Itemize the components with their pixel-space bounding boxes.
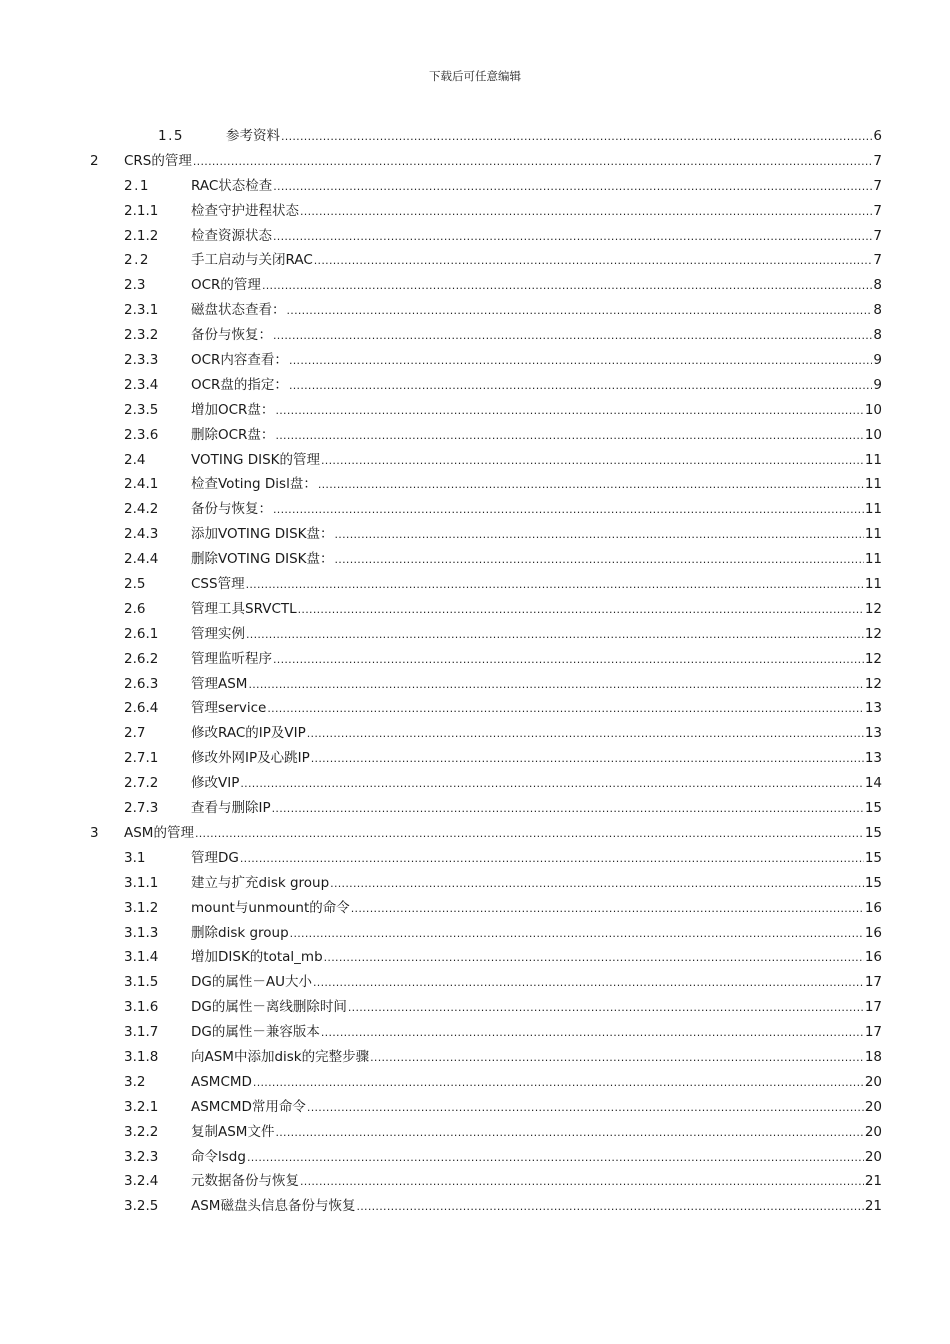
- toc-entry-line: [191, 970, 882, 996]
- toc-entry-number: 2.7.2: [124, 775, 159, 792]
- toc-entry-number: 2.7.3: [124, 800, 159, 817]
- toc-entry[interactable]: [0, 970, 950, 995]
- toc-entry-title[interactable]: 元数据备份与恢复: [191, 1173, 299, 1190]
- toc-dot-leader: [321, 449, 864, 474]
- toc-entry-page-number: 10: [864, 401, 882, 418]
- toc-entry-number: 1.5: [158, 128, 184, 144]
- toc-dot-leader: [195, 822, 864, 847]
- toc-dot-leader: [275, 399, 863, 424]
- toc-entry[interactable]: [0, 298, 950, 323]
- toc-entry-line: [191, 721, 882, 747]
- toc-entry-title[interactable]: ASM磁盘头信息备份与恢复: [191, 1198, 356, 1215]
- toc-entry-page-number: 17: [864, 1024, 882, 1041]
- toc-entry-page-number: 20: [864, 1123, 882, 1140]
- toc-entry-line: [191, 423, 882, 449]
- toc-entry[interactable]: [0, 149, 950, 174]
- toc-entry-page-number: 7: [873, 177, 882, 194]
- toc-entry-page-number: 11: [864, 451, 882, 468]
- toc-entry-title[interactable]: mount与unmount的命令: [191, 899, 350, 916]
- toc-entry-line: [191, 398, 882, 424]
- toc-entry-number: 2.6.4: [124, 700, 159, 717]
- toc-entry[interactable]: [0, 696, 950, 721]
- toc-entry-title[interactable]: 管理监听程序: [191, 650, 272, 667]
- toc-entry[interactable]: [0, 522, 950, 547]
- toc-entry-page-number: 11: [864, 576, 882, 593]
- toc-dot-leader: [246, 623, 864, 648]
- toc-entry-number: 2: [90, 152, 99, 169]
- toc-entry-page-number: 8: [873, 277, 882, 294]
- toc-entry-title[interactable]: DG的属性－离线删除时间: [191, 999, 347, 1016]
- toc-entry-number: 3.2.3: [124, 1148, 159, 1165]
- toc-entry-number: 2.3.6: [124, 426, 159, 443]
- toc-entry-title[interactable]: CRS的管理: [124, 152, 192, 169]
- toc-entry-page-number: 20: [864, 1098, 882, 1115]
- toc-entry-title[interactable]: 备份与恢复：: [191, 327, 272, 344]
- toc-entry-line: [191, 995, 882, 1021]
- toc-dot-leader: [313, 971, 864, 996]
- toc-entry-page-number: 15: [864, 874, 882, 891]
- toc-entry-line: [191, 248, 882, 274]
- toc-entry[interactable]: [0, 547, 950, 572]
- toc-dot-leader: [330, 872, 864, 897]
- toc-entry[interactable]: [0, 199, 950, 224]
- toc-entry-page-number: 9: [873, 352, 882, 369]
- toc-entry[interactable]: [0, 821, 950, 846]
- toc-entry-number: 3: [90, 824, 99, 841]
- toc-entry-title[interactable]: 检查守护进程状态: [191, 202, 299, 219]
- toc-dot-leader: [307, 722, 864, 747]
- toc-entry-number: 3.1.8: [124, 1048, 159, 1065]
- toc-entry-number: 2.4.3: [124, 526, 159, 543]
- toc-entry-page-number: 15: [864, 824, 882, 841]
- toc-dot-leader: [262, 274, 872, 299]
- toc-entry[interactable]: [0, 248, 950, 273]
- toc-entry-title[interactable]: CSS管理: [191, 576, 245, 593]
- toc-entry-title[interactable]: 管理工具SRVCTL: [191, 600, 297, 617]
- toc-entry-title[interactable]: 磁盘状态查看：: [191, 302, 286, 319]
- toc-entry-number: 2.4.1: [124, 476, 159, 493]
- toc-entry[interactable]: [0, 796, 950, 821]
- toc-entry-page-number: 6: [873, 128, 882, 144]
- toc-dot-leader: [324, 946, 864, 971]
- toc-entry-page-number: 21: [864, 1198, 882, 1215]
- toc-entry-line: [191, 871, 882, 897]
- toc-entry-number: 2.1: [124, 177, 150, 194]
- toc-entry[interactable]: [0, 423, 950, 448]
- toc-entry[interactable]: [0, 1169, 950, 1194]
- toc-entry-line: [191, 622, 882, 648]
- toc-entry[interactable]: [0, 721, 950, 746]
- toc-entry-page-number: 7: [873, 252, 882, 269]
- toc-entry-title[interactable]: ASM的管理: [124, 824, 194, 841]
- toc-entry-page-number: 13: [864, 725, 882, 742]
- toc-entry-page-number: 12: [864, 675, 882, 692]
- toc-dot-leader: [247, 1146, 864, 1171]
- toc-entry-page-number: 17: [864, 974, 882, 991]
- toc-entry-line: [191, 448, 882, 474]
- toc-entry-number: 2.3.4: [124, 376, 159, 393]
- toc-entry-number: 3.1: [124, 849, 146, 866]
- toc-entry-title[interactable]: 查看与删除IP: [191, 800, 271, 817]
- toc-dot-leader: [356, 1195, 863, 1220]
- toc-entry[interactable]: [0, 572, 950, 597]
- toc-entry-number: 2.7: [124, 725, 146, 742]
- toc-entry-line: [191, 597, 882, 623]
- toc-entry-title[interactable]: 参考资料: [226, 128, 280, 144]
- toc-entry[interactable]: [0, 771, 950, 796]
- toc-entry-page-number: 20: [864, 1073, 882, 1090]
- toc-entry-number: 2.6.3: [124, 675, 159, 692]
- toc-entry-title[interactable]: 管理ASM: [191, 675, 248, 692]
- toc-entry-line: [191, 348, 882, 374]
- toc-entry-title[interactable]: DG的属性－AU大小: [191, 974, 312, 991]
- toc-entry-page-number: 11: [864, 551, 882, 568]
- toc-entry-number: 3.1.3: [124, 924, 159, 941]
- toc-entry-number: 2.6.2: [124, 650, 159, 667]
- toc-entry[interactable]: [0, 597, 950, 622]
- toc-entry-line: [191, 1095, 882, 1121]
- toc-entry-number: 2.6: [124, 600, 146, 617]
- toc-entry-number: 2.4: [124, 451, 146, 468]
- toc-entry-line: [191, 1020, 882, 1046]
- toc-entry-number: 2.5: [124, 576, 146, 593]
- toc-dot-leader: [275, 424, 863, 449]
- toc-entry-number: 2.3: [124, 277, 146, 294]
- toc-dot-leader: [267, 697, 863, 722]
- toc-entry-number: 2.3.5: [124, 401, 159, 418]
- toc-dot-leader: [348, 996, 864, 1021]
- toc-dot-leader: [300, 200, 872, 225]
- toc-entry-page-number: 7: [873, 202, 882, 219]
- toc-entry-title[interactable]: 删除VOTING DISK盘：: [191, 551, 334, 568]
- toc-entry-line: [226, 124, 882, 150]
- toc-entry-line: [191, 921, 882, 947]
- toc-dot-leader: [289, 374, 872, 399]
- toc-entry-line: [191, 746, 882, 772]
- toc-entry-line: [191, 174, 882, 200]
- toc-entry-line: [191, 1194, 882, 1220]
- toc-entry-number: 3.2: [124, 1073, 146, 1090]
- toc-entry-title[interactable]: DG的属性－兼容版本: [191, 1024, 320, 1041]
- toc-dot-leader: [193, 150, 873, 175]
- toc-entry-line: [191, 1045, 882, 1071]
- toc-entry-number: 2.1.1: [124, 202, 159, 219]
- toc-dot-leader: [240, 772, 863, 797]
- toc-entry-line: [191, 1070, 882, 1096]
- toc-entry[interactable]: [0, 497, 950, 522]
- toc-entry-title[interactable]: 修改RAC的IP及VIP: [191, 725, 306, 742]
- toc-entry-title[interactable]: 检查资源状态: [191, 227, 272, 244]
- toc-dot-leader: [307, 1096, 864, 1121]
- toc-dot-leader: [314, 249, 873, 274]
- toc-entry-page-number: 13: [864, 750, 882, 767]
- toc-entry-line: [191, 572, 882, 598]
- toc-entry-title[interactable]: 备份与恢复：: [191, 501, 272, 518]
- toc-dot-leader: [290, 922, 864, 947]
- toc-entry-line: [191, 771, 882, 797]
- toc-entry-line: [191, 472, 882, 498]
- toc-entry-title[interactable]: RAC状态检查: [191, 177, 273, 194]
- toc-entry-page-number: 16: [864, 949, 882, 966]
- toc-entry[interactable]: [0, 672, 950, 697]
- toc-entry-number: 2.7.1: [124, 750, 159, 767]
- toc-entry[interactable]: [0, 896, 950, 921]
- toc-entry-number: 2.3.1: [124, 302, 159, 319]
- toc-entry-title[interactable]: 删除disk group: [191, 924, 289, 941]
- toc-entry-number: 2.4.4: [124, 551, 159, 568]
- toc-entry-number: 2.2: [124, 252, 150, 269]
- toc-dot-leader: [275, 1121, 863, 1146]
- toc-entry-page-number: 18: [864, 1048, 882, 1065]
- toc-entry[interactable]: [0, 273, 950, 298]
- toc-entry[interactable]: [0, 1020, 950, 1045]
- toc-dot-leader: [321, 1021, 864, 1046]
- toc-entry-page-number: 8: [873, 327, 882, 344]
- toc-entry-page-number: 7: [873, 227, 882, 244]
- toc-dot-leader: [335, 523, 864, 548]
- toc-entry[interactable]: [0, 323, 950, 348]
- toc-entry-line: [124, 149, 882, 175]
- toc-entry-page-number: 9: [873, 376, 882, 393]
- toc-entry-page-number: 11: [864, 476, 882, 493]
- toc-entry-title[interactable]: 增加OCR盘：: [191, 401, 275, 418]
- toc-entry-page-number: 15: [864, 800, 882, 817]
- toc-entry-title[interactable]: 删除OCR盘：: [191, 426, 275, 443]
- toc-entry-number: 3.1.4: [124, 949, 159, 966]
- toc-dot-leader: [300, 1170, 864, 1195]
- toc-entry-page-number: 13: [864, 700, 882, 717]
- toc-entry-line: [191, 896, 882, 922]
- toc-entry-number: 3.1.1: [124, 874, 159, 891]
- toc-entry-line: [191, 547, 882, 573]
- toc-entry-line: [191, 323, 882, 349]
- toc-dot-leader: [273, 225, 872, 250]
- toc-entry-number: 3.2.4: [124, 1173, 159, 1190]
- toc-entry-line: [191, 224, 882, 250]
- toc-entry-line: [191, 373, 882, 399]
- toc-entry-page-number: 8: [873, 302, 882, 319]
- toc-entry-line: [124, 821, 882, 847]
- toc-entry-title[interactable]: 建立与扩充disk group: [191, 874, 330, 891]
- toc-entry-number: 3.1.6: [124, 999, 159, 1016]
- toc-entry[interactable]: [0, 647, 950, 672]
- toc-entry-page-number: 12: [864, 625, 882, 642]
- toc-entry-title[interactable]: 添加VOTING DISK盘：: [191, 526, 334, 543]
- toc-dot-leader: [298, 598, 864, 623]
- toc-entry-title[interactable]: 修改VIP: [191, 775, 240, 792]
- toc-dot-leader: [273, 498, 864, 523]
- toc-entry-page-number: 11: [864, 526, 882, 543]
- toc-entry-number: 3.2.2: [124, 1123, 159, 1140]
- toc-entry-page-number: 12: [864, 650, 882, 667]
- toc-entry-title[interactable]: 向ASM中添加disk的完整步骤: [191, 1048, 370, 1065]
- toc-entry-line: [191, 672, 882, 698]
- toc-entry[interactable]: [0, 1120, 950, 1145]
- toc-entry-line: [191, 273, 882, 299]
- toc-dot-leader: [311, 747, 864, 772]
- toc-entry-line: [191, 522, 882, 548]
- toc-entry-page-number: 16: [864, 899, 882, 916]
- toc-entry-page-number: 11: [864, 501, 882, 518]
- toc-entry-number: 2.3.2: [124, 327, 159, 344]
- toc-entry-number: 3.1.7: [124, 1024, 159, 1041]
- toc-entry-number: 2.4.2: [124, 501, 159, 518]
- toc-entry-title[interactable]: 管理DG: [191, 849, 239, 866]
- toc-entry[interactable]: [0, 1194, 950, 1219]
- toc-entry-line: [191, 298, 882, 324]
- toc-entry-number: 2.1.2: [124, 227, 159, 244]
- toc-dot-leader: [246, 573, 864, 598]
- toc-entry-title[interactable]: ASMCMD常用命令: [191, 1098, 306, 1115]
- toc-entry[interactable]: [0, 945, 950, 970]
- toc-entry[interactable]: [0, 1145, 950, 1170]
- toc-entry-title[interactable]: 手工启动与关闭RAC: [191, 252, 313, 269]
- toc-entry-number: 3.1.5: [124, 974, 159, 991]
- toc-entry-page-number: 20: [864, 1148, 882, 1165]
- toc-entry-page-number: 10: [864, 426, 882, 443]
- toc-entry[interactable]: [0, 373, 950, 398]
- toc-entry[interactable]: [0, 174, 950, 199]
- toc-entry-page-number: 12: [864, 600, 882, 617]
- toc-entry-title[interactable]: OCR的管理: [191, 277, 261, 294]
- toc-entry-page-number: 14: [864, 775, 882, 792]
- toc-entry-title[interactable]: 复制ASM文件: [191, 1123, 275, 1140]
- toc-entry[interactable]: [0, 224, 950, 249]
- toc-entry-line: [191, 846, 882, 872]
- toc-dot-leader: [253, 1071, 864, 1096]
- toc-entry[interactable]: [0, 472, 950, 497]
- toc-dot-leader: [273, 324, 872, 349]
- toc-entry-number: 3.1.2: [124, 899, 159, 916]
- toc-entry[interactable]: [0, 398, 950, 423]
- toc-entry[interactable]: [0, 846, 950, 871]
- toc-dot-leader: [272, 797, 864, 822]
- toc-entry-line: [191, 796, 882, 822]
- toc-entry-line: [191, 1169, 882, 1195]
- toc-entry-number: 3.2.1: [124, 1098, 159, 1115]
- page-header: 下载后可任意编辑: [429, 69, 521, 83]
- toc-entry[interactable]: [0, 124, 950, 149]
- toc-dot-leader: [370, 1046, 864, 1071]
- toc-entry-line: [191, 497, 882, 523]
- toc-dot-leader: [273, 175, 872, 200]
- toc-dot-leader: [287, 299, 873, 324]
- toc-entry[interactable]: [0, 995, 950, 1020]
- toc-entry-line: [191, 945, 882, 971]
- toc-dot-leader: [240, 847, 864, 872]
- toc-entry-page-number: 17: [864, 999, 882, 1016]
- toc-entry[interactable]: [0, 1095, 950, 1120]
- toc-entry[interactable]: [0, 871, 950, 896]
- toc-entry[interactable]: [0, 348, 950, 373]
- toc-entry-title[interactable]: 检查Voting Disl盘：: [191, 476, 317, 493]
- toc-dot-leader: [318, 473, 864, 498]
- toc-entry-title[interactable]: OCR内容查看：: [191, 352, 288, 369]
- toc-dot-leader: [289, 349, 872, 374]
- toc-entry-number: 3.2.5: [124, 1198, 159, 1215]
- table-of-contents: [0, 124, 950, 1219]
- toc-entry-page-number: 7: [873, 152, 882, 169]
- toc-entry-line: [191, 696, 882, 722]
- toc-dot-leader: [273, 648, 864, 673]
- toc-entry-title[interactable]: 命令lsdg: [191, 1148, 246, 1165]
- toc-entry-page-number: 21: [864, 1173, 882, 1190]
- toc-entry-title[interactable]: 管理service: [191, 700, 267, 717]
- toc-dot-leader: [351, 897, 864, 922]
- toc-entry-title[interactable]: OCR盘的指定：: [191, 376, 288, 393]
- toc-entry[interactable]: [0, 448, 950, 473]
- toc-entry-title[interactable]: VOTING DISK的管理: [191, 451, 321, 468]
- toc-entry-number: 2.3.3: [124, 352, 159, 369]
- toc-dot-leader: [248, 673, 863, 698]
- toc-entry-page-number: 15: [864, 849, 882, 866]
- toc-entry-title[interactable]: 管理实例: [191, 625, 245, 642]
- toc-entry[interactable]: [0, 622, 950, 647]
- toc-entry-number: 2.6.1: [124, 625, 159, 642]
- toc-entry-title[interactable]: 修改外网IP及心跳IP: [191, 750, 310, 767]
- toc-entry[interactable]: [0, 746, 950, 771]
- toc-entry-line: [191, 1120, 882, 1146]
- toc-entry-line: [191, 1145, 882, 1171]
- toc-entry-page-number: 16: [864, 924, 882, 941]
- toc-entry-line: [191, 199, 882, 225]
- toc-dot-leader: [281, 125, 872, 150]
- toc-dot-leader: [335, 548, 864, 573]
- toc-entry-line: [191, 647, 882, 673]
- toc-entry[interactable]: [0, 1045, 950, 1070]
- toc-entry-title[interactable]: 增加DISK的total_mb: [191, 949, 323, 966]
- toc-entry[interactable]: [0, 921, 950, 946]
- toc-entry-title[interactable]: ASMCMD: [191, 1073, 252, 1090]
- toc-entry[interactable]: [0, 1070, 950, 1095]
